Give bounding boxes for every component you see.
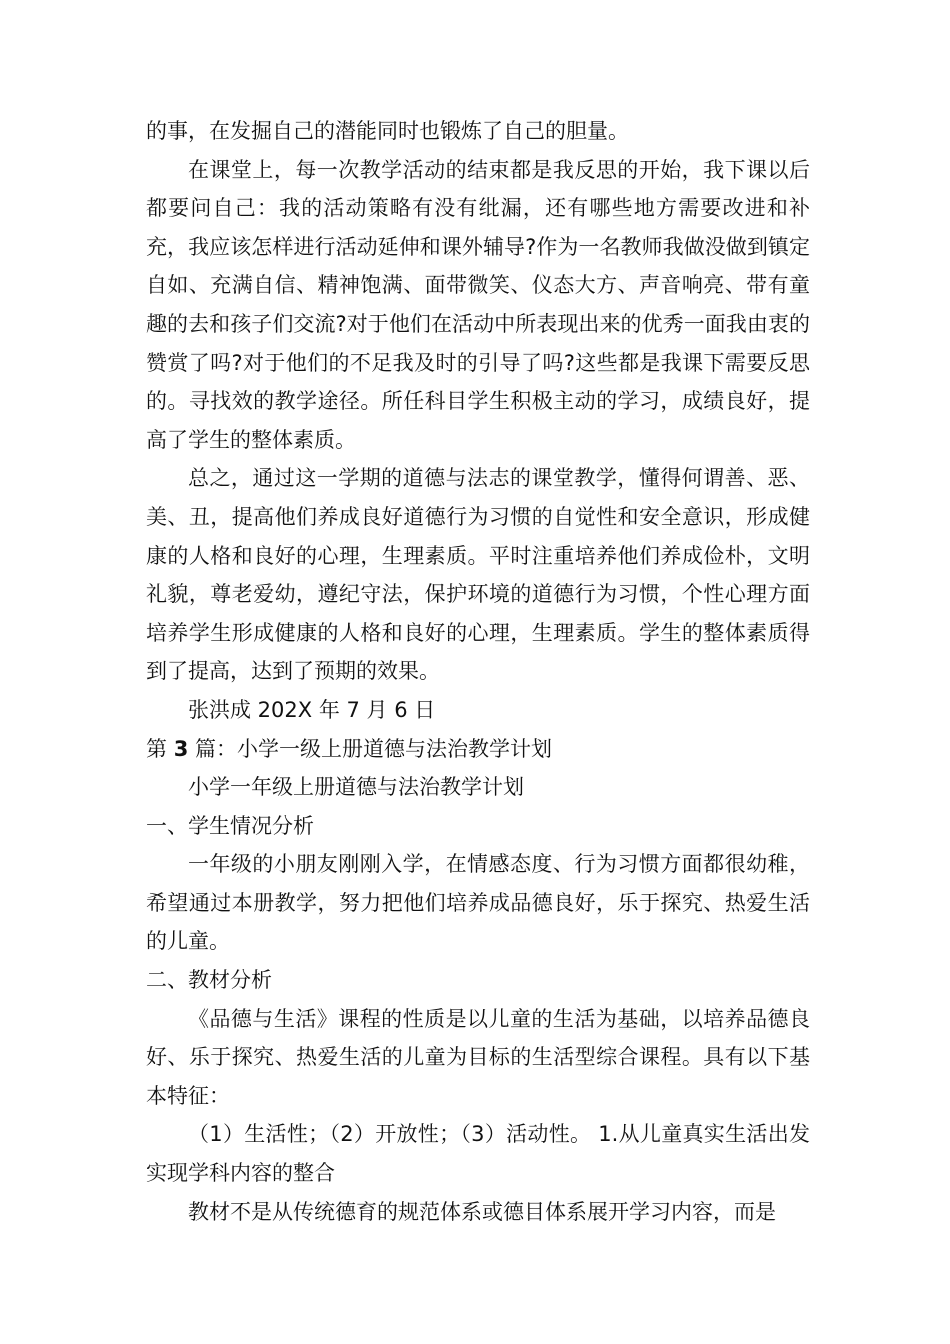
section-number: 3 (173, 736, 189, 761)
signature-line: 张洪成 202X 年 7 月 6 日 (188, 697, 436, 722)
section-title (146, 730, 810, 769)
part1-paragraph: 一年级的小朋友刚刚入学，在情感态度、行为习惯方面都很幼稚，希望通过本册教学，努力把他们培养成品德良好，乐于探究、热爱生活的儿童。 (146, 852, 810, 954)
section-title-prefix: 第 (146, 736, 174, 761)
paragraph-summary: 总之，通过这一学期的道德与法志的课堂教学，懂得何谓善、恶、美、丑，提高他们养成良好道德行为习惯的自觉性和安全意识，形成健康的人格和良好的心理，生理素质。平时注重培养他们养成俭朴，文明礼貌，尊老爱幼，遵纪守法，保护环境的道德行为习惯，个性心理方面培养学生形成健康的人格和良好的心理，生理素质。学生的整体素质得到了提高，达到了预期的效果。 (146, 466, 810, 684)
section-title-suffix: 篇：小学一级上册道德与法治教学计划 (188, 736, 552, 761)
part2-paragraph-2: （1）生活性；（2）开放性；（3）活动性。 1.从儿童真实生活出发实现学科内容的整合 (146, 1122, 810, 1186)
document-body (146, 112, 810, 1231)
part2-paragraph-1: 《品德与生活》课程的性质是以儿童的生活为基础，以培养品德良好、乐于探究、热爱生活的儿童为目标的生活型综合课程。具有以下基本特征： (146, 1006, 810, 1108)
part1-heading: 一、学生情况分析 (146, 813, 314, 838)
part2-paragraph-3: 教材不是从传统德育的规范体系或德目体系展开学习内容，而是 (188, 1199, 776, 1224)
part2-heading: 二、教材分析 (146, 968, 272, 993)
section-subtitle: 小学一年级上册道德与法治教学计划 (188, 775, 524, 800)
paragraph-continuation: 的事，在发掘自己的潜能同时也锻炼了自己的胆量。 (146, 119, 629, 143)
paragraph-reflection: 在课堂上，每一次教学活动的结束都是我反思的开始，我下课以后都要问自己：我的活动策略有没有纰漏，还有哪些地方需要改进和补充，我应该怎样进行活动延伸和课外辅导?作为一名教师我做没做到镇定自如、充满自信、精神饱满、面带微笑、仪态大方、声音响亮、带有童趣的去和孩子们交流?对于他们在活动中所表现出来的优秀一面我由衷的赞赏了吗?对于他们的不足我及时的引导了吗?这些都是我课下需要反思的。寻找效的教学途径。所任科目学生积极主动的学习，成绩良好，提高了学生的整体素质。 (146, 157, 810, 452)
